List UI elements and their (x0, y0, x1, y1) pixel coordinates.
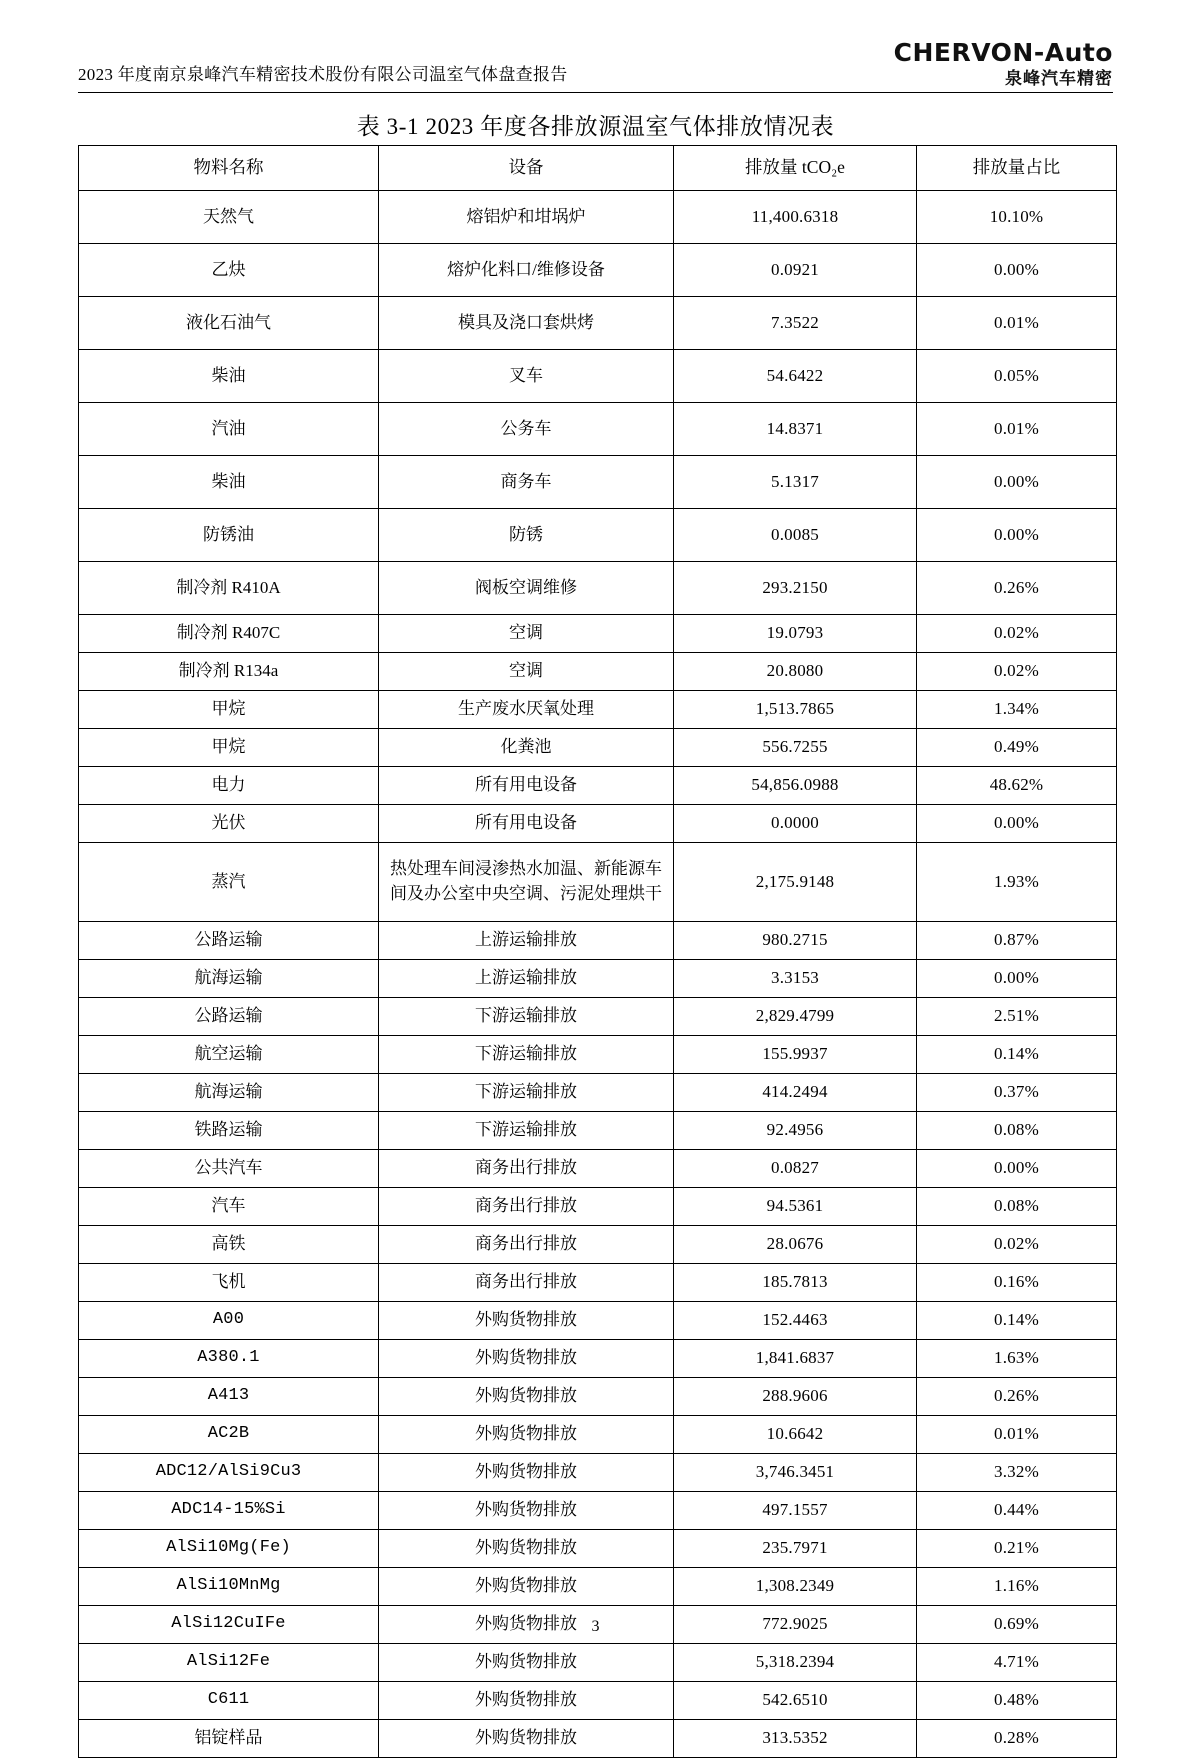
column-header-material: 物料名称 (79, 146, 379, 191)
cell-share: 0.00% (917, 805, 1117, 843)
cell-amount: 293.2150 (674, 562, 917, 615)
cell-device: 化粪池 (379, 729, 674, 767)
cell-material: 蒸汽 (79, 843, 379, 922)
cell-device: 商务出行排放 (379, 1226, 674, 1264)
table-row (79, 1150, 1117, 1188)
cell-material: 防锈油 (79, 509, 379, 562)
cell-amount: 1,308.2349 (674, 1568, 917, 1606)
cell-material: AC2B (79, 1416, 379, 1454)
cell-device: 外购货物排放 (379, 1682, 674, 1720)
table-row (79, 1644, 1117, 1682)
table-row (79, 960, 1117, 998)
table-row (79, 350, 1117, 403)
cell-material: 液化石油气 (79, 297, 379, 350)
cell-amount: 3.3153 (674, 960, 917, 998)
cell-device: 商务出行排放 (379, 1188, 674, 1226)
table-row (79, 191, 1117, 244)
cell-device: 上游运输排放 (379, 922, 674, 960)
table-row (79, 1530, 1117, 1568)
page-number: 3 (591, 1618, 600, 1635)
cell-share: 2.51% (917, 998, 1117, 1036)
cell-material: 汽油 (79, 403, 379, 456)
cell-amount: 11,400.6318 (674, 191, 917, 244)
table-row (79, 509, 1117, 562)
cell-material: 公共汽车 (79, 1150, 379, 1188)
cell-material: A380.1 (79, 1340, 379, 1378)
cell-device: 下游运输排放 (379, 1112, 674, 1150)
cell-device: 空调 (379, 615, 674, 653)
table-row (79, 767, 1117, 805)
cell-device: 热处理车间浸渗热水加温、新能源车间及办公室中央空调、污泥处理烘干 (379, 843, 674, 922)
cell-share: 0.28% (917, 1720, 1117, 1758)
cell-share: 0.02% (917, 615, 1117, 653)
table-row (79, 998, 1117, 1036)
table-row (79, 1492, 1117, 1530)
header-divider (78, 92, 1113, 93)
column-header-share: 排放量占比 (917, 146, 1117, 191)
cell-amount: 3,746.3451 (674, 1454, 917, 1492)
cell-share: 0.00% (917, 456, 1117, 509)
cell-material: 柴油 (79, 456, 379, 509)
cell-material: 制冷剂 R407C (79, 615, 379, 653)
cell-device: 所有用电设备 (379, 767, 674, 805)
table-row (79, 653, 1117, 691)
cell-share: 1.16% (917, 1568, 1117, 1606)
cell-amount: 556.7255 (674, 729, 917, 767)
cell-material: C611 (79, 1682, 379, 1720)
cell-share: 0.05% (917, 350, 1117, 403)
cell-share: 0.26% (917, 562, 1117, 615)
cell-share: 1.93% (917, 843, 1117, 922)
cell-amount: 980.2715 (674, 922, 917, 960)
cell-device: 商务车 (379, 456, 674, 509)
company-logo (894, 40, 1113, 87)
cell-share: 0.02% (917, 653, 1117, 691)
table-row (79, 1568, 1117, 1606)
cell-share: 3.32% (917, 1454, 1117, 1492)
cell-device: 商务出行排放 (379, 1150, 674, 1188)
cell-amount: 10.6642 (674, 1416, 917, 1454)
table-row (79, 1416, 1117, 1454)
cell-device: 外购货物排放 (379, 1302, 674, 1340)
cell-device: 熔炉化料口/维修设备 (379, 244, 674, 297)
cell-amount: 54,856.0988 (674, 767, 917, 805)
cell-material: 光伏 (79, 805, 379, 843)
cell-material: 甲烷 (79, 691, 379, 729)
cell-material: 飞机 (79, 1264, 379, 1302)
cell-amount: 0.0000 (674, 805, 917, 843)
cell-amount: 414.2494 (674, 1074, 917, 1112)
cell-material: 铁路运输 (79, 1112, 379, 1150)
cell-amount: 0.0085 (674, 509, 917, 562)
page-title: 表 3-1 2023 年度各排放源温室气体排放情况表 (356, 114, 835, 139)
cell-material: 高铁 (79, 1226, 379, 1264)
table-row (79, 843, 1117, 922)
cell-material: 柴油 (79, 350, 379, 403)
cell-device: 叉车 (379, 350, 674, 403)
table-row (79, 615, 1117, 653)
cell-share: 1.34% (917, 691, 1117, 729)
column-header-amount: 排放量 tCO₂e (674, 146, 917, 191)
cell-material: 甲烷 (79, 729, 379, 767)
cell-device: 外购货物排放 (379, 1530, 674, 1568)
cell-amount: 497.1557 (674, 1492, 917, 1530)
cell-amount: 92.4956 (674, 1112, 917, 1150)
cell-device: 下游运输排放 (379, 998, 674, 1036)
table-row (79, 244, 1117, 297)
cell-share: 0.01% (917, 1416, 1117, 1454)
running-title: 2023 年度南京泉峰汽车精密技术股份有限公司温室气体盘查报告 (78, 65, 568, 84)
cell-amount: 0.0827 (674, 1150, 917, 1188)
cell-share: 0.00% (917, 244, 1117, 297)
cell-device: 下游运输排放 (379, 1036, 674, 1074)
cell-share: 0.00% (917, 1150, 1117, 1188)
cell-share: 0.14% (917, 1036, 1117, 1074)
cell-device: 模具及浇口套烘烤 (379, 297, 674, 350)
cell-device: 熔铝炉和坩埚炉 (379, 191, 674, 244)
cell-amount: 1,513.7865 (674, 691, 917, 729)
cell-share: 1.63% (917, 1340, 1117, 1378)
cell-device: 外购货物排放 (379, 1378, 674, 1416)
table-row (79, 1454, 1117, 1492)
page-header (78, 40, 1113, 98)
cell-share: 0.21% (917, 1530, 1117, 1568)
cell-material: 天然气 (79, 191, 379, 244)
cell-material: AlSi12Fe (79, 1644, 379, 1682)
cell-material: 铝锭样品 (79, 1720, 379, 1758)
table-row (79, 1720, 1117, 1758)
cell-amount: 185.7813 (674, 1264, 917, 1302)
cell-share: 0.00% (917, 509, 1117, 562)
cell-material: ADC12/AlSi9Cu3 (79, 1454, 379, 1492)
table-row (79, 1188, 1117, 1226)
cell-material: A00 (79, 1302, 379, 1340)
cell-share: 0.01% (917, 297, 1117, 350)
table-row (79, 691, 1117, 729)
column-header-device: 设备 (379, 146, 674, 191)
table-row (79, 456, 1117, 509)
cell-device: 外购货物排放 (379, 1644, 674, 1682)
cell-material: 公路运输 (79, 922, 379, 960)
cell-material: 制冷剂 R410A (79, 562, 379, 615)
emissions-table-container (78, 145, 1116, 1758)
cell-device: 外购货物排放 (379, 1454, 674, 1492)
cell-material: 电力 (79, 767, 379, 805)
table-row (79, 1264, 1117, 1302)
logo-sub-text: 泉峰汽车精密 (1005, 69, 1113, 88)
cell-material: 航空运输 (79, 1036, 379, 1074)
cell-material: 公路运输 (79, 998, 379, 1036)
logo-main-text: CHERVON-Auto (893, 38, 1113, 67)
cell-amount: 0.0921 (674, 244, 917, 297)
cell-device: 生产废水厌氧处理 (379, 691, 674, 729)
cell-amount: 5,318.2394 (674, 1644, 917, 1682)
cell-amount: 54.6422 (674, 350, 917, 403)
cell-share: 0.01% (917, 403, 1117, 456)
cell-share: 0.49% (917, 729, 1117, 767)
cell-amount: 94.5361 (674, 1188, 917, 1226)
table-row (79, 1302, 1117, 1340)
cell-amount: 2,829.4799 (674, 998, 917, 1036)
table-row (79, 805, 1117, 843)
table-row (79, 1682, 1117, 1720)
cell-device: 上游运输排放 (379, 960, 674, 998)
cell-share: 0.87% (917, 922, 1117, 960)
cell-device: 防锈 (379, 509, 674, 562)
table-row (79, 1378, 1117, 1416)
cell-share: 0.26% (917, 1378, 1117, 1416)
table-row (79, 403, 1117, 456)
cell-device: 外购货物排放 (379, 1606, 674, 1644)
cell-material: AlSi12CuIFe (79, 1606, 379, 1644)
table-body (79, 191, 1117, 1758)
cell-share: 0.44% (917, 1492, 1117, 1530)
cell-share: 0.48% (917, 1682, 1117, 1720)
cell-share: 4.71% (917, 1644, 1117, 1682)
cell-share: 0.69% (917, 1606, 1117, 1644)
table-row (79, 1226, 1117, 1264)
cell-device: 所有用电设备 (379, 805, 674, 843)
cell-amount: 2,175.9148 (674, 843, 917, 922)
cell-amount: 5.1317 (674, 456, 917, 509)
cell-device: 外购货物排放 (379, 1416, 674, 1454)
cell-amount: 772.9025 (674, 1606, 917, 1644)
cell-device: 外购货物排放 (379, 1340, 674, 1378)
cell-material: 航海运输 (79, 960, 379, 998)
cell-material: A413 (79, 1378, 379, 1416)
cell-amount: 235.7971 (674, 1530, 917, 1568)
cell-material: AlSi10Mg(Fe) (79, 1530, 379, 1568)
cell-material: 汽车 (79, 1188, 379, 1226)
table-row (79, 562, 1117, 615)
cell-share: 0.16% (917, 1264, 1117, 1302)
cell-device: 空调 (379, 653, 674, 691)
table-row (79, 1074, 1117, 1112)
table-row (79, 1340, 1117, 1378)
cell-material: 航海运输 (79, 1074, 379, 1112)
cell-amount: 1,841.6837 (674, 1340, 917, 1378)
cell-share: 0.00% (917, 960, 1117, 998)
table-row (79, 297, 1117, 350)
cell-share: 0.14% (917, 1302, 1117, 1340)
cell-device: 下游运输排放 (379, 1074, 674, 1112)
cell-share: 48.62% (917, 767, 1117, 805)
cell-device: 公务车 (379, 403, 674, 456)
cell-share: 0.08% (917, 1112, 1117, 1150)
table-row (79, 729, 1117, 767)
emissions-table (78, 145, 1117, 1758)
cell-amount: 28.0676 (674, 1226, 917, 1264)
cell-device: 外购货物排放 (379, 1720, 674, 1758)
table-row (79, 1036, 1117, 1074)
table-row (79, 922, 1117, 960)
cell-amount: 313.5352 (674, 1720, 917, 1758)
cell-amount: 14.8371 (674, 403, 917, 456)
cell-amount: 542.6510 (674, 1682, 917, 1720)
cell-share: 10.10% (917, 191, 1117, 244)
cell-amount: 19.0793 (674, 615, 917, 653)
cell-amount: 155.9937 (674, 1036, 917, 1074)
table-header-row (79, 146, 1117, 191)
cell-amount: 288.9606 (674, 1378, 917, 1416)
cell-share: 0.37% (917, 1074, 1117, 1112)
cell-device: 外购货物排放 (379, 1568, 674, 1606)
table-row (79, 1112, 1117, 1150)
cell-amount: 20.8080 (674, 653, 917, 691)
cell-share: 0.02% (917, 1226, 1117, 1264)
cell-amount: 152.4463 (674, 1302, 917, 1340)
cell-amount: 7.3522 (674, 297, 917, 350)
cell-material: 制冷剂 R134a (79, 653, 379, 691)
cell-device: 阀板空调维修 (379, 562, 674, 615)
cell-share: 0.08% (917, 1188, 1117, 1226)
cell-device: 外购货物排放 (379, 1492, 674, 1530)
cell-material: ADC14-15%Si (79, 1492, 379, 1530)
cell-material: 乙炔 (79, 244, 379, 297)
cell-device: 商务出行排放 (379, 1264, 674, 1302)
cell-material: AlSi10MnMg (79, 1568, 379, 1606)
